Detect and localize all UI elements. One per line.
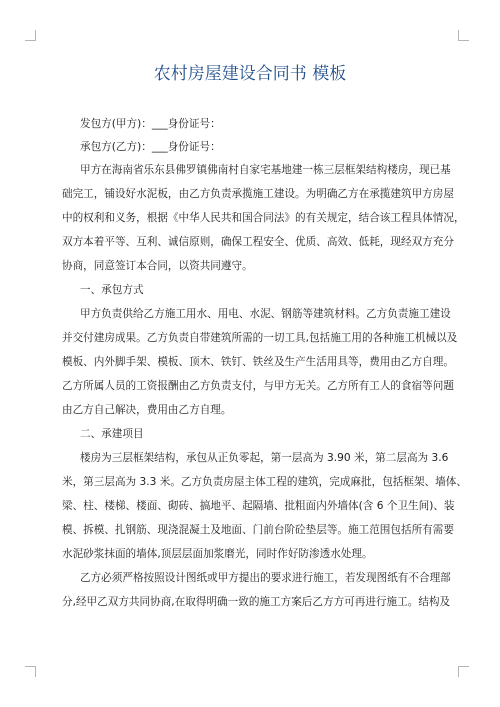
page-corner-mark-bottom-right	[458, 666, 469, 677]
party-b-line: 承包方(乙方)：___身份证号：	[80, 141, 221, 153]
party-a-line: 发包方(甲方)：___身份证号：	[80, 118, 221, 130]
paragraph-line: 础完工，铺设好水泥板，由乙方负责承揽施工建设。为明确乙方在承揽建筑甲方房屋	[62, 188, 454, 200]
section-heading-construction-items: 二、承建项目	[80, 428, 144, 440]
page-corner-mark-bottom-left	[25, 666, 36, 677]
page-corner-mark-top-left	[25, 30, 36, 41]
paragraph-line: 甲方负责供给乙方施工用水、用电、水泥、钢筋等建筑材料。乙方负责施工建设	[80, 308, 451, 320]
paragraph-line: 并交付建房成果。乙方负责自带建筑所需的一切工具,包括施工用的各种施工机械以及	[62, 332, 458, 344]
paragraph-line: 模板、内外脚手架、模板、顶木、铁钉、铁丝及生产生活用具等，费用由乙方自理。	[62, 356, 454, 368]
paragraph-line: 中的权利和义务，根据《中华人民共和国合同法》的有关规定，结合该工程具体情况，	[62, 212, 465, 224]
section-heading-contract-method: 一、承包方式	[80, 284, 144, 296]
paragraph-line: 米，第三层高为 3.3 米。乙方负责房屋主体工程的建筑，完成麻批，包括框架、墙体、	[62, 476, 467, 488]
paragraph-line: 梁、柱、楼梯、楼面、砌砖、搞地平、起隔墙、批粗面内外墙体(含 6 个卫生间)、装	[62, 500, 455, 512]
paragraph-line: 协商，同意签订本合同，以资共同遵守。	[62, 260, 253, 272]
paragraph-line: 乙方所属人员的工资报酬由乙方负责支付，与甲方无关。乙方所有工人的食宿等问题	[62, 380, 454, 392]
paragraph-line: 水泥砂浆抹面的墙体,顶层层面加浆磨光，同时作好防渗透水处理。	[62, 548, 373, 560]
paragraph-line: 甲方在海南省乐东县佛罗镇佛南村自家宅基地建一栋三层框架结构楼房，现已基	[80, 164, 451, 176]
paragraph-line: 模、拆模、扎钢筋、现浇混凝土及地面、门前台阶砼垫层等。施工范围包括所有需要	[62, 524, 454, 536]
paragraph-line: 双方本着平等、互利、诚信原则，确保工程安全、优质、高效、低耗，现经双方充分	[62, 236, 454, 248]
paragraph-line: 分,经甲乙双方共同协商,在取得明确一致的施工方案后乙方方可再进行施工。结构及	[62, 596, 451, 608]
page-corner-mark-top-right	[458, 30, 469, 41]
document-title: 农村房屋建设合同书 模板	[153, 64, 347, 84]
paragraph-line: 由乙方自己解决，费用由乙方自理。	[62, 404, 232, 416]
paragraph-line: 乙方必须严格按照设计图纸或甲方提出的要求进行施工，若发现图纸有不合理部	[80, 572, 451, 584]
paragraph-line: 楼房为三层框架结构，承包从正负零起，第一层高为 3.90 米，第二层高为 3.6	[80, 452, 449, 464]
